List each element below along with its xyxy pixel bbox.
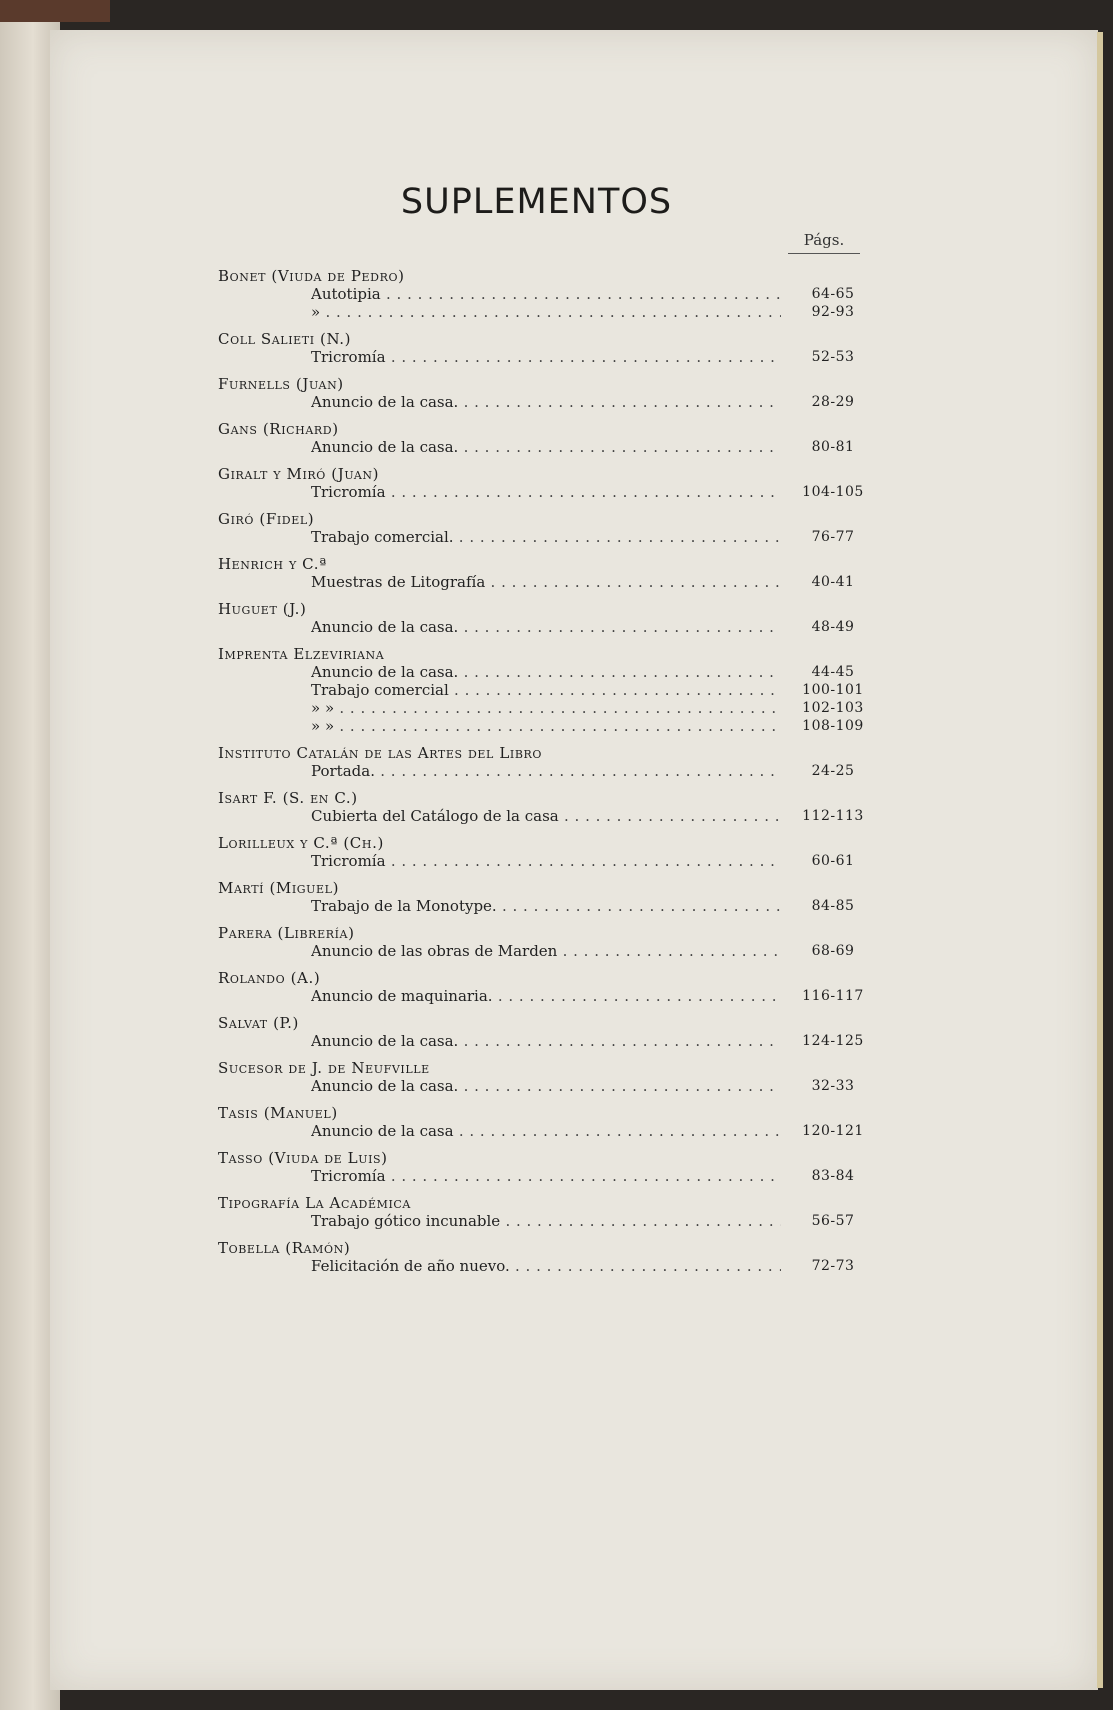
entry-pages: 68-69: [811, 943, 855, 959]
entry-name: Coll Salieti (N.): [218, 330, 352, 348]
index-entry: [218, 835, 868, 870]
entry-pages: 80-81: [811, 439, 855, 455]
entry-row: [218, 987, 868, 1005]
entry-row: [218, 1212, 868, 1230]
entry-name: Tipografía La Académica: [218, 1194, 411, 1212]
entry-pages: 56-57: [811, 1213, 855, 1229]
entry-description: Trabajo comercial . . .: [311, 681, 781, 699]
index-entry: [218, 511, 868, 546]
index-entry: [218, 1015, 868, 1050]
index-entry: [218, 1240, 868, 1275]
index-entry: [218, 466, 868, 501]
index-entry: [218, 376, 868, 411]
book-cover-edge: [0, 0, 110, 22]
entry-row: [218, 681, 868, 699]
entry-name: Imprenta Elzeviriana: [218, 645, 385, 663]
entry-row: [218, 897, 868, 915]
entry-row: [218, 807, 868, 825]
page-title: SUPLEMENTOS: [400, 182, 673, 222]
entry-row: [218, 663, 868, 681]
entry-pages: 112-113: [802, 808, 864, 824]
entry-pages: 24-25: [811, 763, 855, 779]
supplements-index: [218, 268, 868, 1285]
entry-pages: 124-125: [802, 1033, 864, 1049]
entry-description: Tricromía . . .: [311, 483, 781, 501]
entry-name: Tasis (Manuel): [218, 1104, 338, 1122]
index-entry: [218, 421, 868, 456]
entry-description: Anuncio de maquinaria. . . .: [311, 987, 781, 1005]
entry-description: Cubierta del Catálogo de la casa . . .: [311, 807, 781, 825]
index-entry: [218, 331, 868, 366]
entry-name: Sucesor de J. de Neufville: [218, 1059, 430, 1077]
index-entry: [218, 745, 868, 780]
index-entry: [218, 970, 868, 1005]
entry-description: Portada. . . .: [311, 762, 781, 780]
entry-pages: 76-77: [811, 529, 855, 545]
entry-pages: 44-45: [811, 664, 855, 680]
entry-description: Tricromía . . .: [311, 852, 781, 870]
entry-description: Trabajo comercial. . . .: [311, 528, 781, 546]
entry-description: Anuncio de la casa. . . .: [311, 393, 781, 411]
entry-name: Furnells (Juan): [218, 375, 344, 393]
entry-pages: 40-41: [811, 574, 855, 590]
entry-pages: 32-33: [811, 1078, 855, 1094]
entry-name: Giró (Fidel): [218, 510, 315, 528]
entry-description: Anuncio de la casa. . . .: [311, 438, 781, 456]
entry-row: [218, 528, 868, 546]
index-entry: [218, 601, 868, 636]
entry-name: Rolando (A.): [218, 969, 321, 987]
entry-pages: 64-65: [811, 286, 855, 302]
entry-name: Bonet (Viuda de Pedro): [218, 267, 405, 285]
entry-row: [218, 942, 868, 960]
entry-pages: 100-101: [802, 682, 864, 698]
entry-description: » » . . .: [311, 699, 781, 717]
entry-description: Trabajo gótico incunable . . .: [311, 1212, 781, 1230]
entry-row: [218, 348, 868, 366]
entry-description: Autotipia . . .: [311, 285, 781, 303]
entry-row: [218, 438, 868, 456]
entry-row: [218, 393, 868, 411]
entry-description: Anuncio de la casa. . . .: [311, 663, 781, 681]
entry-row: [218, 762, 868, 780]
entry-pages: 48-49: [811, 619, 855, 635]
entry-name: Henrich y C.ª: [218, 555, 327, 573]
index-entry: [218, 790, 868, 825]
entry-row: [218, 1257, 868, 1275]
entry-description: » . . .: [311, 303, 781, 321]
pages-column-header: Págs.: [788, 231, 860, 254]
entry-pages: 84-85: [811, 898, 855, 914]
entry-pages: 108-109: [802, 718, 864, 734]
index-entry: [218, 556, 868, 591]
entry-name: Lorilleux y C.ª (Ch.): [218, 834, 384, 852]
entry-description: Muestras de Litografía . . .: [311, 573, 781, 591]
entry-pages: 116-117: [802, 988, 864, 1004]
entry-description: Trabajo de la Monotype. . . .: [311, 897, 781, 915]
entry-name: Salvat (P.): [218, 1014, 299, 1032]
entry-name: Tasso (Viuda de Luis): [218, 1149, 388, 1167]
entry-pages: 72-73: [811, 1258, 855, 1274]
entry-pages: 120-121: [802, 1123, 864, 1139]
entry-description: » » . . .: [311, 717, 781, 735]
entry-description: Anuncio de la casa . . .: [311, 1122, 781, 1140]
index-entry: [218, 1060, 868, 1095]
entry-name: Instituto Catalán de las Artes del Libro: [218, 744, 543, 762]
index-entry: [218, 646, 868, 735]
index-entry: [218, 1105, 868, 1140]
entry-pages: 28-29: [811, 394, 855, 410]
entry-name: Gans (Richard): [218, 420, 339, 438]
entry-name: Martí (Miguel): [218, 879, 340, 897]
entry-row: [218, 1122, 868, 1140]
entry-row: [218, 1167, 868, 1185]
entry-row: [218, 303, 868, 321]
entry-row: [218, 1077, 868, 1095]
index-entry: [218, 1150, 868, 1185]
entry-name: Isart F. (S. en C.): [218, 789, 358, 807]
entry-pages: 104-105: [802, 484, 864, 500]
index-entry: [218, 925, 868, 960]
entry-description: Tricromía . . .: [311, 1167, 781, 1185]
entry-row: [218, 285, 868, 303]
entry-description: Anuncio de la casa. . . .: [311, 1032, 781, 1050]
entry-name: Huguet (J.): [218, 600, 307, 618]
entry-description: Tricromía . . .: [311, 348, 781, 366]
entry-pages: 102-103: [802, 700, 864, 716]
entry-pages: 52-53: [811, 349, 855, 365]
entry-row: [218, 699, 868, 717]
entry-row: [218, 483, 868, 501]
entry-description: Anuncio de la casa. . . .: [311, 618, 781, 636]
entry-description: Felicitación de año nuevo. . . .: [311, 1257, 781, 1275]
index-entry: [218, 1195, 868, 1230]
entry-row: [218, 573, 868, 591]
entry-row: [218, 618, 868, 636]
entry-description: Anuncio de la casa. . . .: [311, 1077, 781, 1095]
page-edge: [1097, 32, 1103, 1688]
entry-pages: 83-84: [811, 1168, 855, 1184]
index-entry: [218, 880, 868, 915]
entry-pages: 60-61: [811, 853, 855, 869]
entry-pages: 92-93: [811, 304, 855, 320]
entry-name: Parera (Librería): [218, 924, 355, 942]
entry-row: [218, 1032, 868, 1050]
entry-row: [218, 852, 868, 870]
index-entry: [218, 268, 868, 321]
entry-row: [218, 717, 868, 735]
entry-name: Tobella (Ramón): [218, 1239, 351, 1257]
entry-name: Giralt y Miró (Juan): [218, 465, 380, 483]
entry-description: Anuncio de las obras de Marden . . .: [311, 942, 781, 960]
